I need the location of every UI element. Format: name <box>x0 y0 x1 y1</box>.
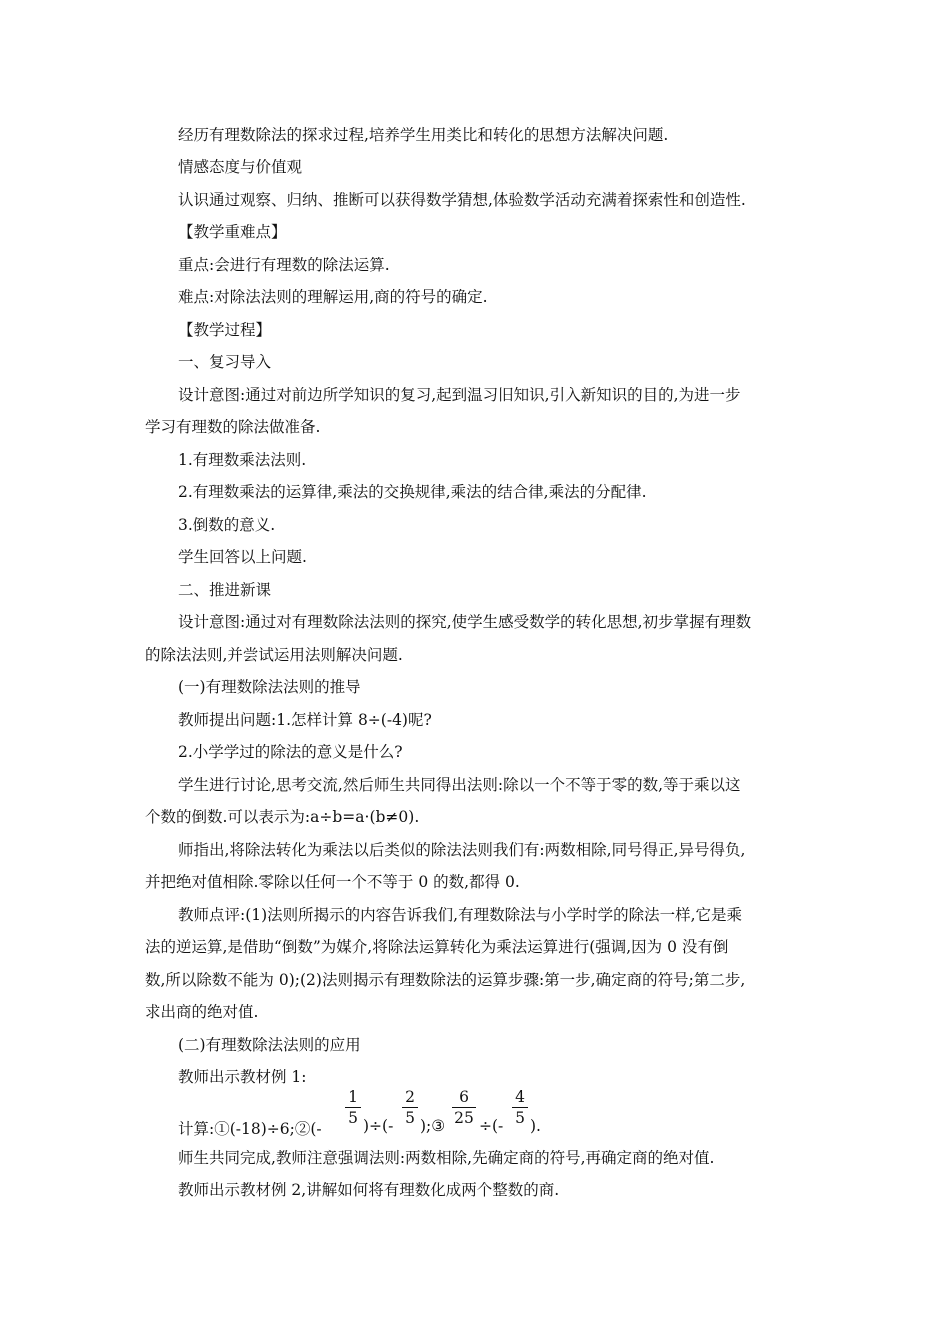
fraction-denominator: 25 <box>454 1109 474 1127</box>
fraction-bar <box>402 1107 418 1108</box>
text-line: 求出商的绝对值. <box>145 1003 259 1021</box>
text-line: 教师点评:(1)法则所揭示的内容告诉我们,有理数除法与小学时学的除法一样,它是乘 <box>178 906 743 924</box>
text-line: 数,所以除数不能为 0);(2)法则揭示有理数除法的运算步骤:第一步,确定商的符号;第二步, <box>145 971 746 989</box>
text-line: 重点:会进行有理数的除法运算. <box>178 256 390 274</box>
formula-text: ). <box>530 1117 541 1135</box>
fraction <box>452 1088 476 1127</box>
text-line: 设计意图:通过对有理数除法法则的探究,使学生感受数学的转化思想,初步掌握有理数 <box>178 613 752 631</box>
fraction-denominator: 5 <box>405 1109 415 1127</box>
fraction-numerator: 4 <box>515 1088 525 1106</box>
text-line: 并把绝对值相除.零除以任何一个不等于 0 的数,都得 0. <box>145 873 520 891</box>
text-line: 难点:对除法法则的理解运用,商的符号的确定. <box>178 288 488 306</box>
text-line: 经历有理数除法的探求过程,培养学生用类比和转化的思想方法解决问题. <box>178 126 669 144</box>
formula-text: ÷(- <box>479 1117 504 1135</box>
fraction-bar <box>345 1107 361 1108</box>
text-line: 设计意图:通过对前边所学知识的复习,起到温习旧知识,引入新知识的目的,为进一步 <box>178 386 741 404</box>
text-line: 学生进行讨论,思考交流,然后师生共同得出法则:除以一个不等于零的数,等于乘以这 <box>178 776 741 794</box>
text-line: (一)有理数除法法则的推导 <box>178 678 361 696</box>
fraction-bar <box>452 1107 476 1108</box>
fraction <box>345 1088 361 1127</box>
fraction-numerator: 1 <box>348 1088 358 1106</box>
text-line: 教师出示教材例 2,讲解如何将有理数化成两个整数的商. <box>178 1181 560 1199</box>
text-line: 认识通过观察、归纳、推断可以获得数学猜想,体验数学活动充满着探索性和创造性. <box>178 191 746 209</box>
text-line: 法的逆运算,是借助“倒数”为媒介,将除法运算转化为乘法运算进行(强调,因为 0 没有倒 <box>145 938 729 956</box>
text-line: 个数的倒数.可以表示为:a÷b=a·(b≠0). <box>145 808 420 826</box>
text-line: 情感态度与价值观 <box>178 158 303 176</box>
text-line: 学习有理数的除法做准备. <box>145 418 321 436</box>
text-line: 一、复习导入 <box>178 353 272 371</box>
text-line: 1.有理数乘法法则. <box>178 451 307 469</box>
text-line: 师指出,将除法转化为乘法以后类似的除法法则我们有:两数相除,同号得正,异号得负, <box>178 841 746 859</box>
text-line: 教师出示教材例 1: <box>178 1068 307 1086</box>
fraction-numerator: 6 <box>459 1088 469 1106</box>
text-line: 教师提出问题:1.怎样计算 8÷(-4)呢? <box>178 711 432 729</box>
section-heading: 【教学过程】 <box>178 321 272 339</box>
text-line: 二、推进新课 <box>178 581 272 599</box>
section-heading: 【教学重难点】 <box>178 223 287 241</box>
text-line: 2.小学学过的除法的意义是什么? <box>178 743 403 761</box>
text-line: 学生回答以上问题. <box>178 548 307 566</box>
fraction <box>512 1088 528 1127</box>
fraction-denominator: 5 <box>515 1109 525 1127</box>
text-line: 的除法法则,并尝试运用法则解决问题. <box>145 646 403 664</box>
formula-text: 计算:①(-18)÷6;②(- <box>178 1120 322 1138</box>
text-line: (二)有理数除法法则的应用 <box>178 1036 361 1054</box>
formula-text: );③ <box>420 1117 446 1135</box>
text-line: 2.有理数乘法的运算律,乘法的交换规律,乘法的结合律,乘法的分配律. <box>178 483 647 501</box>
text-line: 师生共同完成,教师注意强调法则:两数相除,先确定商的符号,再确定商的绝对值. <box>178 1149 715 1167</box>
formula-text: )÷(- <box>363 1117 394 1135</box>
fraction-bar <box>512 1107 528 1108</box>
fraction-denominator: 5 <box>348 1109 358 1127</box>
fraction <box>402 1088 418 1127</box>
text-line: 3.倒数的意义. <box>178 516 276 534</box>
fraction-numerator: 2 <box>405 1088 415 1106</box>
